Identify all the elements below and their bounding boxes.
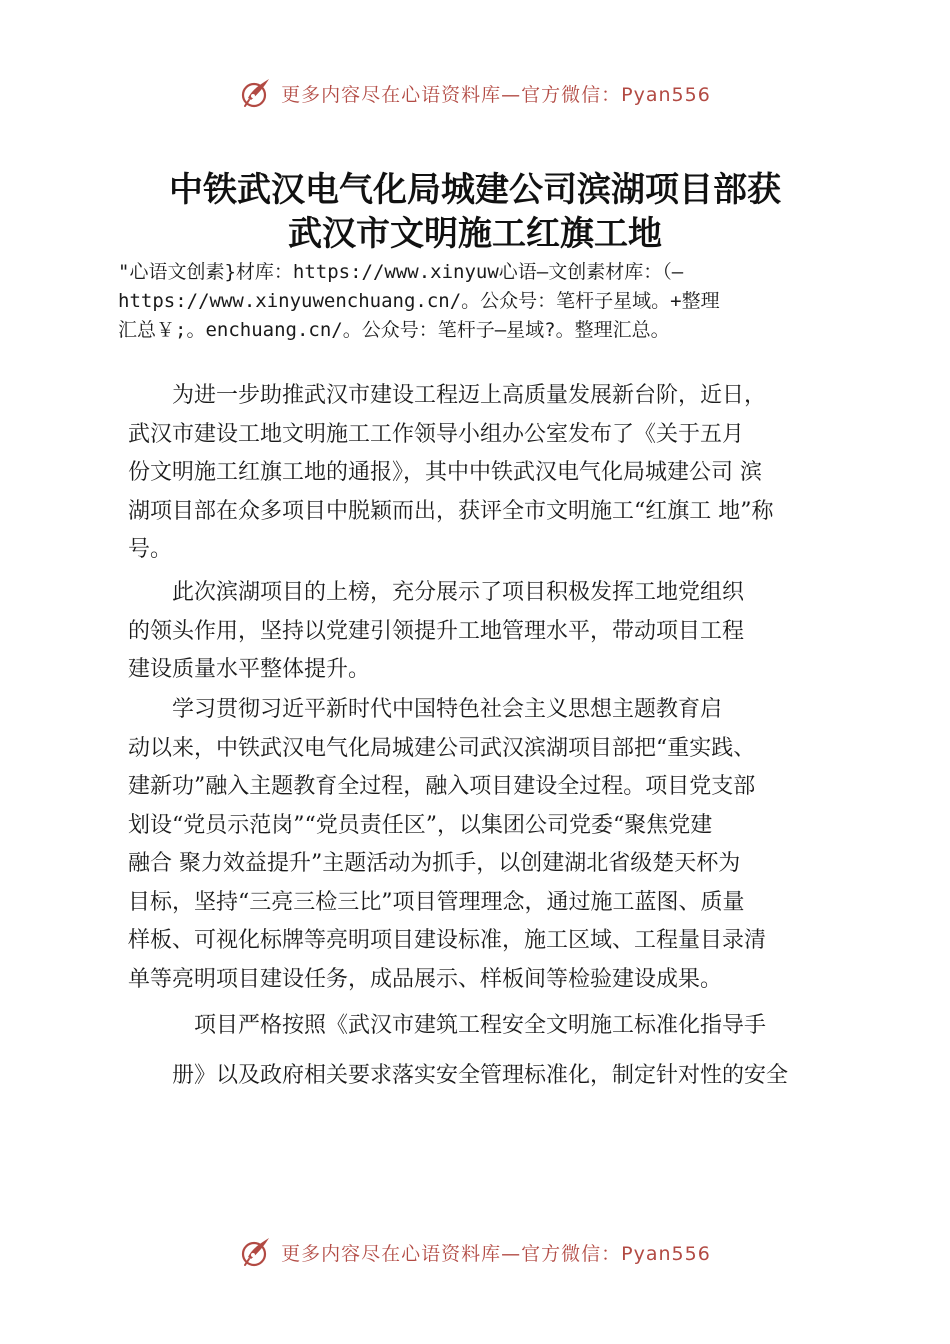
paragraph-line: 为进一步助推武汉市建设工程迈上高质量发展新台阶，近日， [128,383,767,408]
paragraph-line: 建新功”融入主题教育全过程，融入项目建设全过程。项目党支部 [128,774,756,799]
title-line-1: 中铁武汉电气化局城建公司滨湖项目部获 [169,170,781,210]
paragraph-line: 份文明施工红旗工地的通报》，其中中铁武汉电气化局城建公司 滨 [128,460,762,485]
body-paragraph-3 [128,691,848,999]
source-line: https://www.xinyuwenchuang.cn/。公众号：笔杆子星域。+整理 [118,290,720,312]
footer-banner [0,1232,950,1272]
source-line: "心语文创素}材库：https://www.xinyuw心语—文创素材库：（— [118,261,684,283]
banner-text: 更多内容尽在心语资料库—官方微信：Pyan556 [281,83,711,106]
body-paragraph-1 [128,377,848,570]
document-title [0,168,950,256]
paragraph-line: 武汉市建设工地文明施工工作领导小组办公室发布了《关于五月 [128,421,745,447]
paragraph-line: 目标，坚持“三亮三检三比”项目管理理念，通过施工蓝图、质量 [128,889,745,915]
title-line-2: 武汉市文明施工红旗工地 [288,214,662,254]
paragraph-line: 的领头作用，坚持以党建引领提升工地管理水平，带动项目工程 [128,618,745,644]
paragraph-line: 册》以及政府相关要求落实安全管理标准化，制定针对性的安全 [128,1062,789,1088]
quill-ink-logo-icon [239,1235,273,1269]
paragraph-line: 项目严格按照《武汉市建筑工程安全文明施工标准化指导手 [128,1013,767,1038]
paragraph-line: 划设“党员示范岗”“党员责任区”，以集团公司党委“聚焦党建 [128,812,713,838]
banner-text: 更多内容尽在心语资料库—官方微信：Pyan556 [281,1242,711,1265]
paragraph-line: 湖项目部在众多项目中脱颖而出，获评全市文明施工“红旗工 地”称 [128,498,774,524]
header-banner [0,73,950,113]
body-paragraph-2 [128,574,848,690]
paragraph-line: 融合 聚力效益提升”主题活动为抓手，以创建湖北省级楚天杯为 [128,851,741,876]
paragraph-line: 建设质量水平整体提升。 [128,657,371,682]
paragraph-line: 动以来，中铁武汉电气化局城建公司武汉滨湖项目部把“重实践、 [128,735,756,761]
paragraph-line: 此次滨湖项目的上榜，充分展示了项目积极发挥工地党组织 [128,580,745,605]
paragraph-line: 学习贯彻习近平新时代中国特色社会主义思想主题教育启 [128,697,723,722]
source-notice [118,258,878,345]
paragraph-line: 样板、可视化标牌等亮明项目建设标准，施工区域、工程量目录清 [128,928,767,953]
body-paragraph-4 [128,1007,848,1095]
paragraph-line: 单等亮明项目建设任务，成品展示、样板间等检验建设成果。 [128,966,723,992]
quill-ink-logo-icon [239,76,273,110]
source-line: 汇总￥;。enchuang.cn/。公众号：笔杆子—星域?。整理汇总。 [118,319,670,341]
paragraph-line: 号。 [128,537,173,562]
